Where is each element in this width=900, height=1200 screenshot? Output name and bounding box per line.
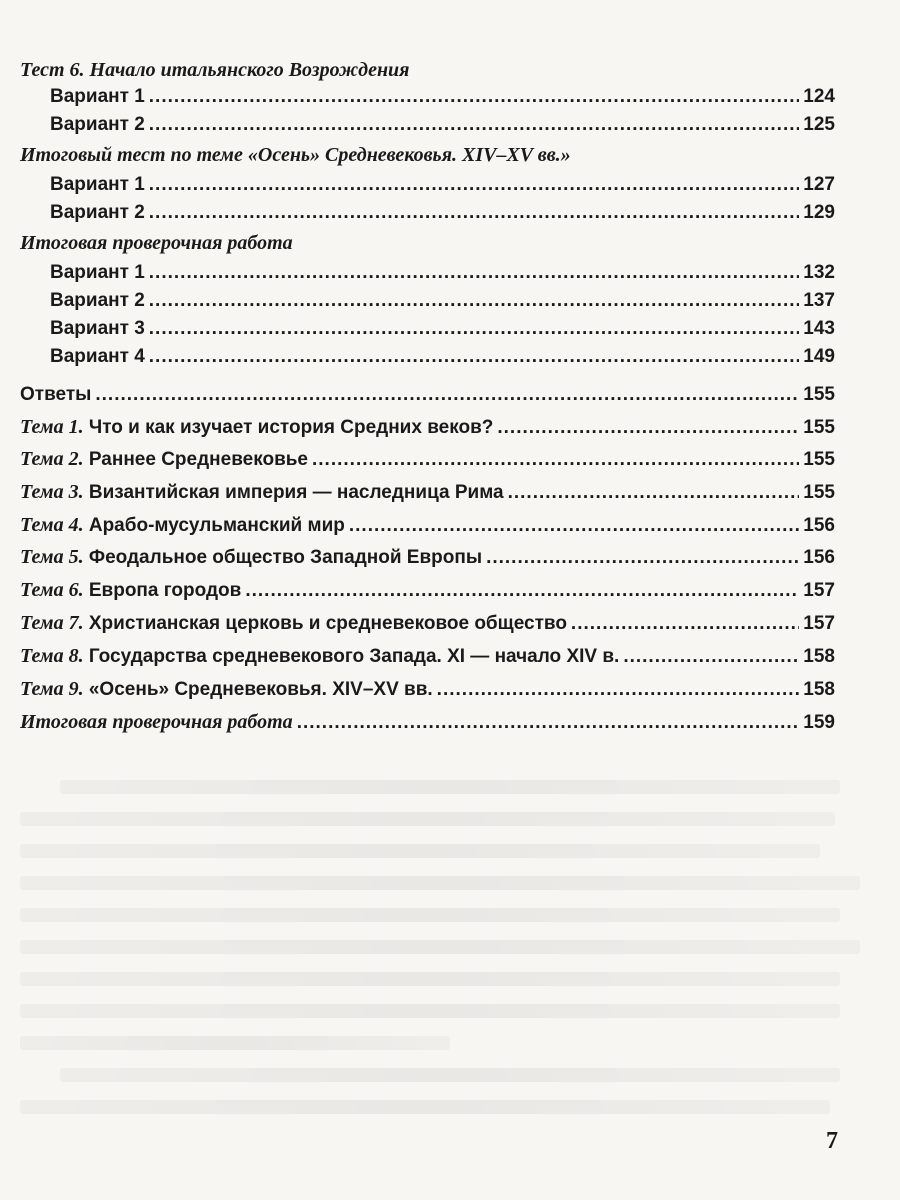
toc-page-number: 155 xyxy=(803,482,835,503)
toc-page-number: 155 xyxy=(803,449,835,470)
topic-prefix: Тема 5. xyxy=(20,546,84,568)
topic-title: Византийская империя — наследница Рима xyxy=(83,482,504,503)
toc-entry-label: Итоговая проверочная работа xyxy=(20,711,293,733)
topic-title: Арабо-мусульманский мир xyxy=(83,515,345,536)
toc-leader-dots xyxy=(437,675,800,705)
toc-entry-label: Вариант 4 xyxy=(50,346,145,367)
toc-leader-dots xyxy=(149,342,800,372)
bleed-through xyxy=(60,780,840,794)
toc-leader-dots xyxy=(508,478,800,508)
toc-entry[interactable] xyxy=(0,170,900,200)
toc-entry-final-work[interactable] xyxy=(0,707,900,737)
toc-entry[interactable] xyxy=(0,198,900,228)
toc-entry-label: Вариант 2 xyxy=(50,202,145,223)
toc-entry-label: Вариант 2 xyxy=(50,114,145,135)
toc-topic[interactable] xyxy=(0,510,900,540)
toc-page-number: 158 xyxy=(803,679,835,700)
toc-topic[interactable] xyxy=(0,641,900,671)
toc-page-number: 156 xyxy=(803,515,835,536)
toc-topic[interactable] xyxy=(0,412,900,442)
bleed-through xyxy=(20,908,840,922)
toc-leader-dots xyxy=(245,576,799,606)
topic-prefix: Тема 2. xyxy=(20,448,84,470)
toc-page-number: 149 xyxy=(803,346,835,367)
toc-entry[interactable] xyxy=(0,110,900,140)
toc-section-heading: Итоговый тест по теме «Осень» Средневековья. XIV–XV вв.» xyxy=(20,144,571,166)
toc-leader-dots xyxy=(312,445,799,475)
toc-page-number: 156 xyxy=(803,547,835,568)
toc-leader-dots xyxy=(623,642,799,672)
toc-leader-dots xyxy=(149,198,800,228)
bleed-through xyxy=(60,1068,840,1082)
toc-page-number: 137 xyxy=(803,290,835,311)
toc-leader-dots xyxy=(149,110,800,140)
toc-leader-dots xyxy=(497,413,799,443)
toc-entry[interactable] xyxy=(0,314,900,344)
toc-page-number: 158 xyxy=(803,646,835,667)
toc-leader-dots xyxy=(149,314,800,344)
toc-entry-label: Вариант 1 xyxy=(50,262,145,283)
topic-title: Европа городов xyxy=(83,580,242,601)
toc-page-number: 155 xyxy=(803,384,835,405)
toc-entry-label: Вариант 2 xyxy=(50,290,145,311)
toc-entry-answers[interactable] xyxy=(0,380,900,410)
toc-page-number: 132 xyxy=(803,262,835,283)
bleed-through xyxy=(20,876,860,890)
bleed-through xyxy=(20,940,860,954)
toc-page-number: 157 xyxy=(803,580,835,601)
toc-page-number: 143 xyxy=(803,318,835,339)
toc-leader-dots xyxy=(297,708,800,738)
bleed-through xyxy=(20,1100,830,1114)
toc-entry-label: Вариант 3 xyxy=(50,318,145,339)
topic-prefix: Тема 9. xyxy=(20,678,84,700)
toc-entry[interactable] xyxy=(0,342,900,372)
bleed-through xyxy=(20,844,820,858)
toc-topic[interactable] xyxy=(0,477,900,507)
topic-title: Раннее Средневековье xyxy=(83,449,308,470)
topic-prefix: Тема 6. xyxy=(20,579,84,601)
bleed-through xyxy=(20,1004,840,1018)
toc-leader-dots xyxy=(486,543,799,573)
page-number: 7 xyxy=(826,1128,838,1154)
toc-page-number: 155 xyxy=(803,417,835,438)
toc-page-number: 125 xyxy=(803,114,835,135)
topic-title: Христианская церковь и средневековое общество xyxy=(83,613,567,634)
toc-leader-dots xyxy=(149,170,800,200)
toc-entry-label: Вариант 1 xyxy=(50,86,145,107)
bleed-through xyxy=(20,1036,450,1050)
topic-title: «Осень» Средневековья. XIV–XV вв. xyxy=(83,679,433,700)
topic-prefix: Тема 8. xyxy=(20,645,84,667)
bleed-through xyxy=(20,972,840,986)
toc-section-heading: Итоговая проверочная работа xyxy=(20,232,293,254)
toc-leader-dots xyxy=(149,82,800,112)
topic-prefix: Тема 1. xyxy=(20,416,84,438)
topic-prefix: Тема 3. xyxy=(20,481,84,503)
topic-title: Феодальное общество Западной Европы xyxy=(83,547,483,568)
bleed-through xyxy=(20,812,835,826)
toc-topic[interactable] xyxy=(0,608,900,638)
topic-title: Что и как изучает история Средних веков? xyxy=(83,417,494,438)
toc-leader-dots xyxy=(95,380,799,410)
toc-entry[interactable] xyxy=(0,258,900,288)
topic-prefix: Тема 7. xyxy=(20,612,84,634)
toc-page-number: 159 xyxy=(803,712,835,733)
toc-leader-dots xyxy=(149,286,800,316)
toc-entry-label: Ответы xyxy=(20,384,92,405)
toc-section-heading: Тест 6. Начало итальянского Возрождения xyxy=(20,59,410,81)
toc-page-number: 157 xyxy=(803,613,835,634)
toc-topic[interactable] xyxy=(0,575,900,605)
toc-entry[interactable] xyxy=(0,82,900,112)
toc-entry[interactable] xyxy=(0,286,900,316)
toc-leader-dots xyxy=(349,511,799,541)
toc-entry-label: Вариант 1 xyxy=(50,174,145,195)
topic-title: Государства средневекового Запада. XI — начало XIV в. xyxy=(83,646,620,667)
toc-page-number: 127 xyxy=(803,174,835,195)
topic-prefix: Тема 4. xyxy=(20,514,84,536)
toc-topic[interactable] xyxy=(0,444,900,474)
toc-topic[interactable] xyxy=(0,674,900,704)
toc-page-number: 124 xyxy=(803,86,835,107)
toc-page-number: 129 xyxy=(803,202,835,223)
toc-leader-dots xyxy=(149,258,800,288)
toc-topic[interactable] xyxy=(0,542,900,572)
toc-leader-dots xyxy=(571,609,799,639)
